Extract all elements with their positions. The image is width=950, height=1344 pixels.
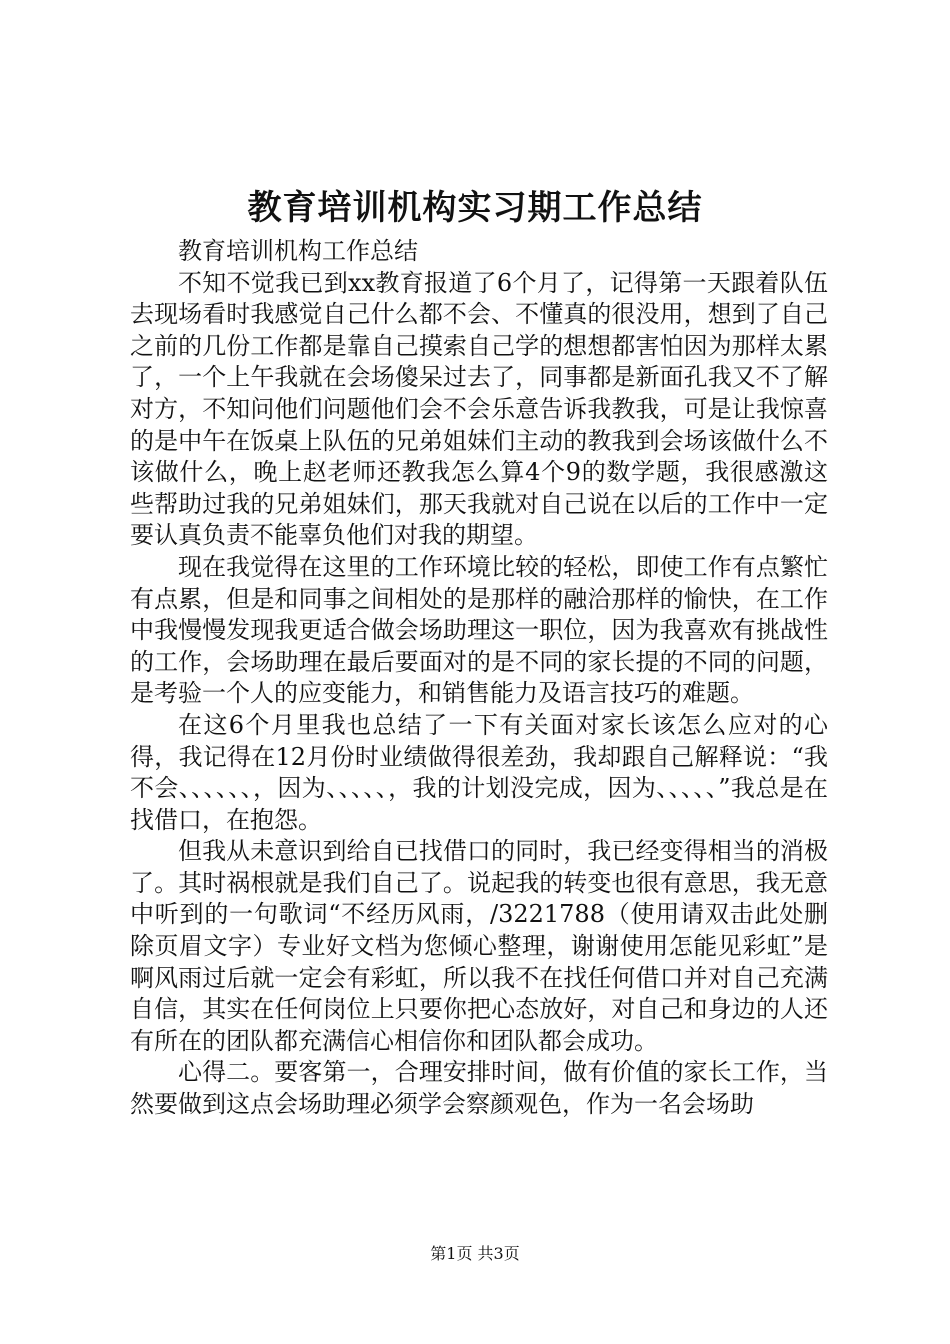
paragraph: 现在我觉得在这里的工作环境比较的轻松，即使工作有点繁忙有点累，但是和同事之间相处的是那样的融洽那样的愉快，在工作中我慢慢发现我更适合做会场助理这一职位，因为我喜欢有挑战性的工作，会场助理在最后要面对的是不同的家长提的不同的问题，是考验一个人的应变能力，和销售能力及语言技巧的难题。 xyxy=(130,552,828,708)
document-body xyxy=(130,236,828,1121)
paragraph: 但我从未意识到给自已找借口的同时，我已经变得相当的消极了。其时祸根就是我们自己了。说起我的转变也很有意思，我无意中听到的一句歌词“不经历风雨，/3221788（使用请双击此处删除页眉文字）专业好文档为您倾心整理，谢谢使用怎能见彩虹”是啊风雨过后就一定会有彩虹，所以我不在找任何借口并对自己充满自信，其实在任何岗位上只要你把心态放好，对自己和身边的人还有所在的团队都充满信心相信你和团队都会成功。 xyxy=(130,837,828,1055)
paragraph: 心得二。要客第一，合理安排时间，做有价值的家长工作，当然要做到这点会场助理必须学会察颜观色，作为一名会场助 xyxy=(130,1058,828,1119)
page-footer: 第1页 共3页 xyxy=(430,1244,520,1263)
paragraph: 在这6个月里我也总结了一下有关面对家长该怎么应对的心得，我记得在12月份时业绩做得很差劲，我却跟自己解释说：“我不会、、、、、、，因为、、、、、，我的计划没完成，因为、、、、、”我总是在找借口，在抱怨。 xyxy=(130,710,828,834)
paragraph-subtitle: 教育培训机构工作总结 xyxy=(178,237,418,265)
document-title: 教育培训机构实习期工作总结 xyxy=(247,188,703,228)
paragraph: 不知不觉我已到xx教育报道了6个月了，记得第一天跟着队伍去现场看时我感觉自己什么都不会、不懂真的很没用，想到了自己之前的几份工作都是靠自己摸索自己学的想想都害怕因为那样太累了，一个上午我就在会场傻呆过去了，同事都是新面孔我又不了解对方，不知问他们问题他们会不会乐意告诉我教我，可是让我惊喜的是中午在饭桌上队伍的兄弟姐妹们主动的教我到会场该做什么不该做什么，晚上赵老师还教我怎么算4个9的数学题，我很感激这些帮助过我的兄弟姐妹们，那天我就对自己说在以后的工作中一定要认真负责不能辜负他们对我的期望。 xyxy=(130,268,828,550)
